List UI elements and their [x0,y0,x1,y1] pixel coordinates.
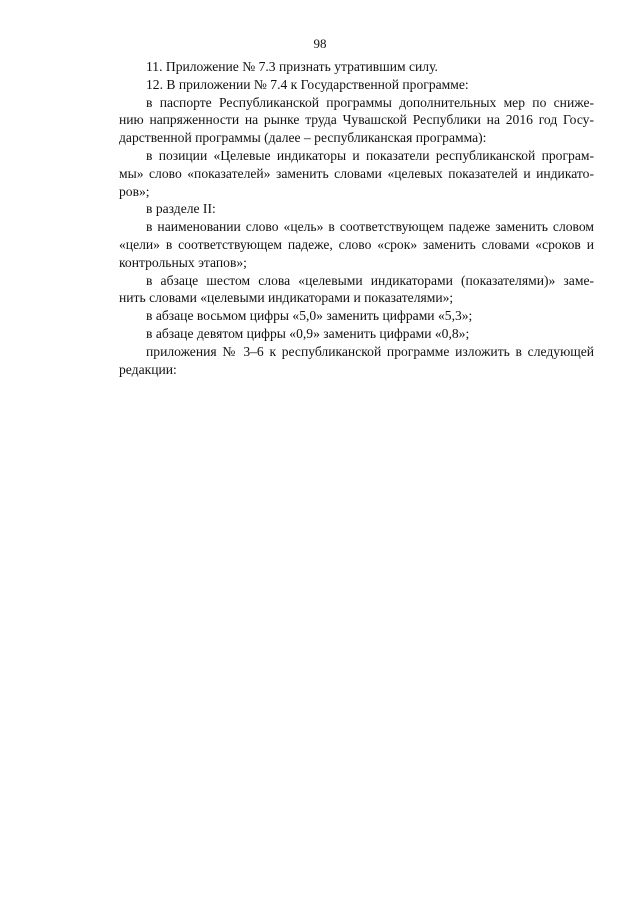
text-line: контрольных этапов»; [119,254,247,270]
text-line: 11. Приложение № 7.3 признать утратившим силу. [146,59,438,74]
text-line: в позиции «Целевые индикаторы и показатели республиканской програм- [146,147,594,163]
text-line: в абзаце восьмом цифры «5,0» заменить цифрами «5,3»; [146,308,473,324]
text-line: в разделе II: [146,201,216,217]
text-line: 12. В приложении № 7.4 к Государственной программе: [146,76,469,92]
text-line: ров»; [119,183,150,199]
text-line: нию напряженности на рынке труда Чувашской Республики на 2016 год Госу- [119,112,594,128]
text-line: в паспорте Республиканской программы дополнительных мер по сниже- [146,94,594,110]
text-line: мы» слово «показателей» заменить словами «целевых показателей и индикато- [119,165,594,181]
text-line: редакции: [119,361,177,377]
text-line: в абзаце девятом цифры «0,9» заменить цифрами «0,8»; [146,325,470,341]
document-body [119,58,594,378]
text-line: в абзаце шестом слова «целевыми индикаторами (показателями)» заме- [146,272,594,288]
text-line: приложения № 3–6 к республиканской программе изложить в следующей [146,343,594,359]
text-line: дарственной программы (далее – республиканская программа): [119,130,487,146]
page-number: 98 [313,36,327,51]
text-line: в наименовании слово «цель» в соответствующем падеже заменить словом [146,219,594,235]
text-line: нить словами «целевыми индикаторами и показателями»; [119,290,454,306]
text-line: «цели» в соответствующем падеже, слово «срок» заменить словами «сроков и [119,236,594,252]
